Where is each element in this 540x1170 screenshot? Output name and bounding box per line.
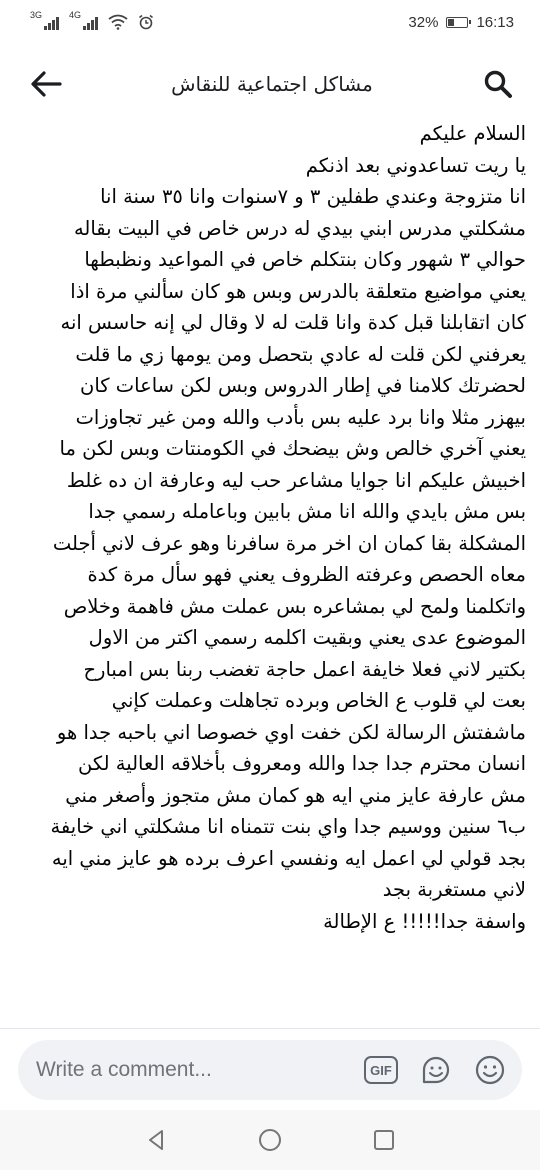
- status-right: [408, 14, 514, 31]
- post-line: واسفة جدا!!!!! ع الإطالة: [323, 909, 526, 933]
- signal-1-icon: [30, 10, 59, 30]
- comment-input[interactable]: [36, 1050, 364, 1090]
- signal-1-network-label: 3G: [30, 10, 43, 20]
- triangle-back-icon[interactable]: [144, 1128, 168, 1152]
- post-line: حوالي ٣ شهور وكان بنتكلم خاص في المواعيد ونظبطها: [84, 248, 526, 271]
- post-line: معاه الحصص وعرفته الظروف يعني فهو سأل مرة كدة: [87, 563, 526, 586]
- post-body: [14, 118, 526, 1000]
- gif-button[interactable]: GIF: [364, 1056, 398, 1084]
- post-line: بكتير لاني فعلا خايفة اعمل حاجة تغضب ربنا بس امبارح: [83, 657, 526, 681]
- post-line: يعني مواضيع متعلقة بالدرس وبس هو كان سألني مرة اذا: [70, 279, 526, 303]
- post-line: ماشفتش الرسالة لكن خفت اوي خصوصا اني باحبه جدا هو: [56, 720, 526, 744]
- square-recents-icon[interactable]: [372, 1128, 396, 1152]
- sticker-icon[interactable]: [420, 1054, 452, 1086]
- post-line: مش عارفة عايز مني ايه هو كمان مش متجوز وأصغر مني: [65, 783, 526, 807]
- post-line: واتكلمنا ولمح لي بمشاعره بس عملت مش فاهمة وخلاص: [63, 594, 526, 618]
- post-line: يا ريت تساعدوني بعد اذنكم: [305, 153, 526, 177]
- back-arrow-icon: [30, 70, 62, 98]
- post-line: مشكلتي مدرس ابني بيدي له درس خاص في البيت بقاله: [73, 216, 526, 240]
- comment-tools: [364, 1054, 506, 1086]
- post-line: بس مش بايدي والله انا مش بابين وباعامله رسمي جدا: [88, 500, 526, 523]
- search-icon: [483, 69, 513, 99]
- post-line: لحضرتك كلامنا في إطار الدروس وبس لكن ساعات كان: [80, 374, 526, 397]
- post-line: ب٦ سنين ووسيم جدا واي بنت تتمناه انا مشكلتي اني خايفة: [50, 815, 526, 838]
- alarm-icon: [138, 14, 154, 30]
- signal-2-icon: [69, 10, 98, 30]
- battery-icon: [446, 17, 468, 28]
- emoji-icon[interactable]: [474, 1054, 506, 1086]
- search-button[interactable]: [478, 64, 518, 104]
- post-line: السلام عليكم: [419, 122, 526, 145]
- battery-fill: [448, 19, 454, 26]
- post-line: اخبيش عليكم انا جوايا مشاعر حب ليه وعارفة ان ده غلط: [66, 468, 526, 492]
- post-line: بيهزر مثلا وانا برد عليه بس بأدب والله ومن غير تجاوزات: [75, 405, 526, 429]
- post-line: انسان محترم جدا جدا والله ومعروف بأخلاقه العالية لكن: [78, 752, 526, 775]
- battery-percent: 32%: [408, 13, 439, 31]
- post-line: يعني آخري خالص وش بيضحك في الكومنتات وبس لكن ما: [59, 437, 526, 460]
- post-line: بجد قولي لي اعمل ايه ونفسي اعرف برده هو عايز مني ايه: [51, 846, 526, 870]
- clock: 16:13: [476, 13, 514, 31]
- post-line: لاني مستغربة بجد: [382, 878, 526, 901]
- divider: [0, 1028, 540, 1029]
- header: [0, 52, 540, 116]
- signal-2-network-label: 4G: [69, 10, 82, 20]
- post-line: انا متزوجة وعندي طفلين ٣ و ٧سنوات وانا ٣٥ سنة انا: [100, 185, 526, 208]
- post-line: المشكلة بقا كمان ان اخر مرة سافرنا وهو عرف لاني أجلت: [52, 531, 526, 555]
- comment-bar: [18, 1040, 522, 1100]
- circle-home-icon[interactable]: [257, 1127, 283, 1153]
- post-line: كان اتقابلنا قبل كدة وانا قلت له لا وقال لي إنه حاسس انه: [60, 311, 526, 334]
- back-button[interactable]: [26, 64, 66, 104]
- post-line: يعرفني لكن قلت له عادي بتحصل ومن يومها زي ما قلت: [75, 342, 526, 366]
- system-nav-bar: [0, 1110, 540, 1170]
- post-line: بعت لي قلوب ع الخاص وبرده تجاهلت وعملت كإني: [111, 689, 526, 712]
- status-left: [30, 10, 154, 30]
- wifi-icon: [108, 14, 128, 30]
- status-bar: [0, 0, 540, 44]
- page-title: مشاكل اجتماعية للنقاش: [171, 72, 373, 96]
- post-line: الموضوع عدى يعني وبقيت اكلمه رسمي اكتر من الاول: [88, 626, 526, 649]
